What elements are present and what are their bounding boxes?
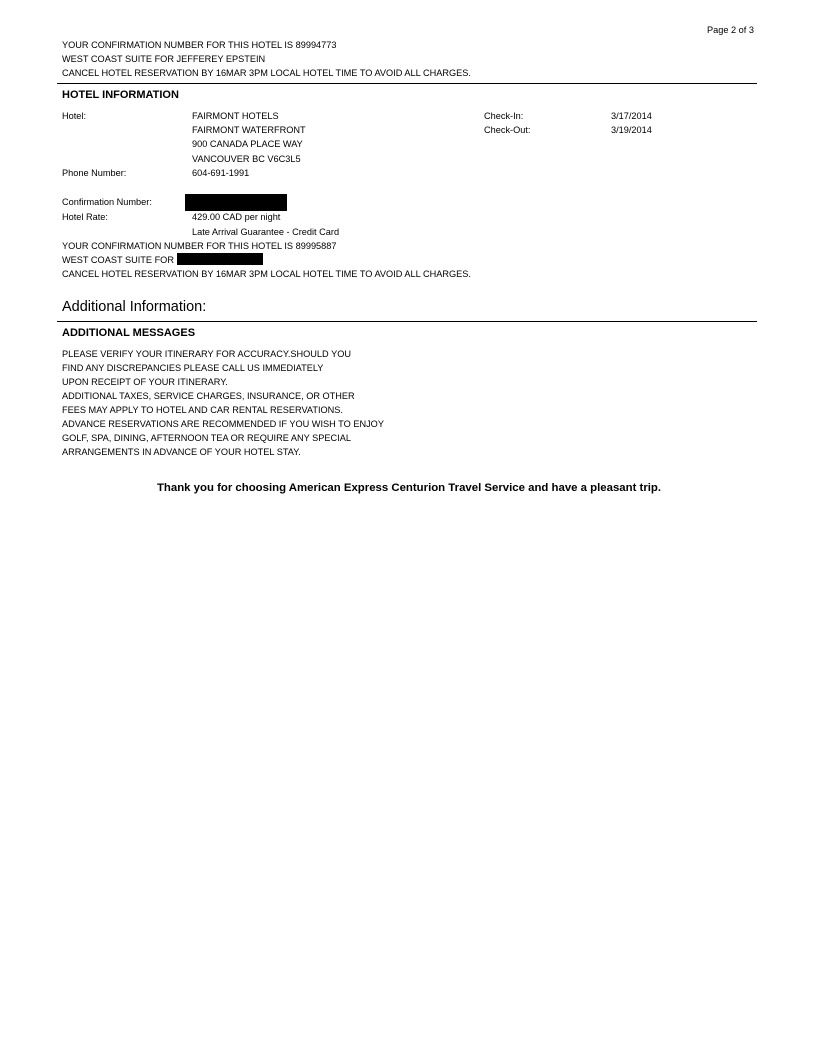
hotel-rate-value: 429.00 CAD per night xyxy=(192,212,281,222)
confirmation-number-label: Confirmation Number: xyxy=(62,197,152,207)
guarantee-value: Late Arrival Guarantee - Credit Card xyxy=(192,227,340,237)
cancel-line: CANCEL HOTEL RESERVATION BY 16MAR 3PM LOCAL HOTEL TIME TO AVOID ALL CHARGES. xyxy=(62,269,471,279)
previous-suite-line: WEST COAST SUITE FOR JEFFEREY EPSTEIN xyxy=(62,54,266,64)
message-line: ARRANGEMENTS IN ADVANCE OF YOUR HOTEL STAY. xyxy=(62,447,301,457)
hotel-rate-label: Hotel Rate: xyxy=(62,212,108,222)
guest-name-redaction xyxy=(177,253,263,265)
phone-label: Phone Number: xyxy=(62,168,127,178)
previous-confirmation-line: YOUR CONFIRMATION NUMBER FOR THIS HOTEL IS 89994773 xyxy=(62,40,337,50)
hotel-label: Hotel: xyxy=(62,111,87,121)
additional-divider xyxy=(57,321,757,322)
section-divider xyxy=(57,83,757,84)
message-line: ADDITIONAL TAXES, SERVICE CHARGES, INSURANCE, OR OTHER xyxy=(62,391,355,401)
check-out-label: Check-Out: xyxy=(484,125,531,135)
message-line: FEES MAY APPLY TO HOTEL AND CAR RENTAL RESERVATIONS. xyxy=(62,405,343,415)
message-line: FIND ANY DISCREPANCIES PLEASE CALL US IMMEDIATELY xyxy=(62,363,324,373)
previous-cancel-line: CANCEL HOTEL RESERVATION BY 16MAR 3PM LOCAL HOTEL TIME TO AVOID ALL CHARGES. xyxy=(62,68,471,78)
confirmation-line: YOUR CONFIRMATION NUMBER FOR THIS HOTEL IS 89995887 xyxy=(62,241,337,251)
hotel-property-line: FAIRMONT WATERFRONT xyxy=(192,125,306,135)
additional-messages-heading: ADDITIONAL MESSAGES xyxy=(62,327,196,339)
phone-value: 604-691-1991 xyxy=(192,168,250,178)
closing-message: Thank you for choosing American Express Centurion Travel Service and have a pleasant trip. xyxy=(156,482,662,494)
hotel-city-line: VANCOUVER BC V6C3L5 xyxy=(192,154,301,164)
hotel-street-line: 900 CANADA PLACE WAY xyxy=(192,139,303,149)
message-line: ADVANCE RESERVATIONS ARE RECOMMENDED IF YOU WISH TO ENJOY xyxy=(62,419,384,429)
hotel-name-line: FAIRMONT HOTELS xyxy=(192,111,279,121)
hotel-information-heading: HOTEL INFORMATION xyxy=(62,89,179,101)
confirmation-number-redaction xyxy=(185,194,287,211)
message-line: UPON RECEIPT OF YOUR ITINERARY. xyxy=(62,377,228,387)
check-in-value: 3/17/2014 xyxy=(611,111,652,121)
additional-information-title: Additional Information: xyxy=(62,299,207,315)
suite-line: WEST COAST SUITE FOR xyxy=(62,255,174,265)
page-number: Page 2 of 3 xyxy=(707,25,754,35)
message-line: GOLF, SPA, DINING, AFTERNOON TEA OR REQUIRE ANY SPECIAL xyxy=(62,433,351,443)
check-out-value: 3/19/2014 xyxy=(611,125,652,135)
message-line: PLEASE VERIFY YOUR ITINERARY FOR ACCURACY.SHOULD YOU xyxy=(62,349,351,359)
check-in-label: Check-In: xyxy=(484,111,524,121)
